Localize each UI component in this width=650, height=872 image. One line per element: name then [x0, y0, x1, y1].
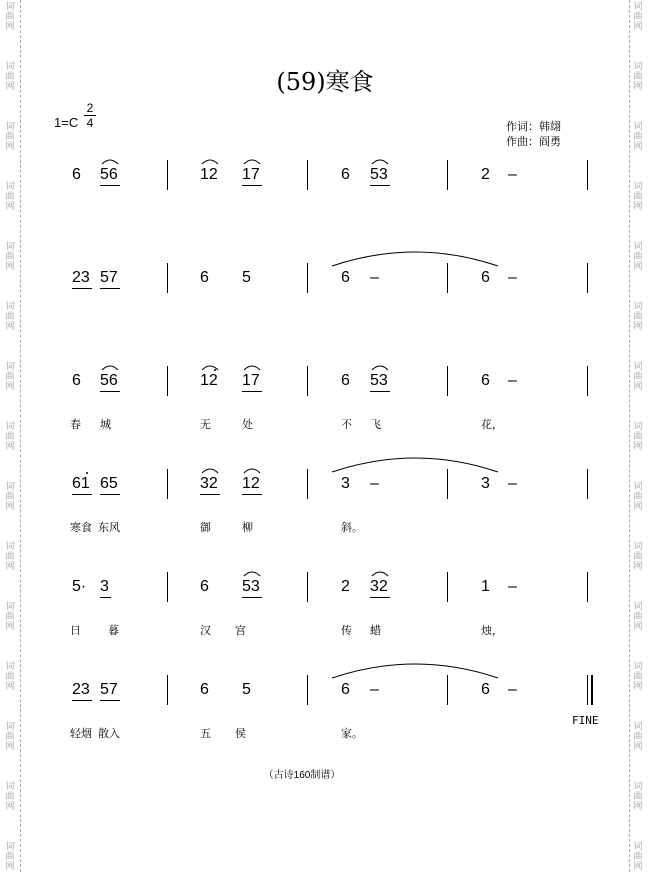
note: 5·	[72, 578, 87, 595]
slur	[244, 366, 260, 370]
lyric: 御	[200, 522, 211, 534]
slur	[202, 160, 218, 164]
watermark-text: 词 曲 网	[633, 422, 643, 452]
note: 2	[481, 166, 490, 183]
lyric: 传	[341, 625, 352, 637]
note: 32	[370, 578, 388, 595]
lyric: 城	[100, 419, 111, 431]
watermark-text: 词 曲 网	[5, 302, 15, 332]
note: 6	[200, 269, 209, 286]
note: –	[370, 475, 379, 492]
slur	[102, 160, 118, 164]
lyric: 烛，	[481, 625, 503, 637]
note: 6	[72, 372, 81, 389]
watermark-text: 词 曲 网	[5, 62, 15, 92]
lyric: 日	[70, 625, 81, 637]
note: 6	[481, 269, 490, 286]
watermark-text: 词 曲 网	[5, 182, 15, 212]
lyric: 轻烟	[70, 728, 92, 740]
note: 17	[242, 166, 260, 183]
composer: 作曲：阎勇	[506, 136, 561, 148]
lyric: 汉	[200, 625, 211, 637]
time-signature-top: 2	[86, 101, 94, 115]
fine-marker: FINE	[572, 714, 599, 727]
note: 1	[481, 578, 490, 595]
footer-note: （古诗160制谱）	[263, 770, 341, 781]
note: 3	[481, 475, 490, 492]
lyric: 处	[242, 419, 253, 431]
lyric: 蜡	[370, 625, 381, 637]
note: 57	[100, 681, 118, 698]
slur	[102, 366, 118, 370]
note: –	[508, 372, 517, 389]
note: 6	[481, 681, 490, 698]
note: 32	[200, 475, 218, 492]
slur	[244, 572, 260, 576]
note: 23	[72, 269, 90, 286]
note: –	[508, 475, 517, 492]
watermark-text: 词 曲 网	[5, 602, 15, 632]
watermark-text: 词 曲 网	[5, 122, 15, 152]
tie	[332, 252, 498, 266]
note: 56	[100, 372, 118, 389]
lyric: 寒食	[70, 522, 92, 534]
note: 6	[341, 166, 350, 183]
note: 3	[100, 578, 109, 595]
lyric: 侯	[235, 728, 246, 740]
lyric: 斜。	[341, 522, 363, 534]
watermark-text: 词 曲 网	[633, 62, 643, 92]
watermark-text: 词 曲 网	[633, 2, 643, 32]
key-signature: 1=C	[54, 115, 79, 130]
note: 6	[200, 681, 209, 698]
note: 6	[72, 166, 81, 183]
slur	[372, 160, 388, 164]
watermark-text: 词 曲 网	[633, 182, 643, 212]
slur	[202, 366, 218, 370]
slur	[244, 469, 260, 473]
slur	[244, 160, 260, 164]
note: 61	[72, 475, 90, 492]
lyric: 东风	[98, 522, 120, 534]
note: –	[508, 166, 517, 183]
watermark-text: 词 曲 网	[5, 362, 15, 392]
tie	[332, 664, 498, 678]
lyric: 柳	[242, 522, 253, 534]
note: –	[370, 269, 379, 286]
note: 65	[100, 475, 118, 492]
watermark-text: 词 曲 网	[5, 542, 15, 572]
watermark-text: 词 曲 网	[633, 122, 643, 152]
slur	[372, 572, 388, 576]
note: 12	[242, 475, 260, 492]
watermark-text: 词 曲 网	[5, 662, 15, 692]
lyric: 无	[200, 419, 211, 431]
note: 5	[242, 269, 251, 286]
slur	[202, 469, 218, 473]
note: 6	[341, 681, 350, 698]
watermark-text: 词 曲 网	[633, 782, 643, 812]
slur	[372, 366, 388, 370]
watermark-text: 词 曲 网	[633, 542, 643, 572]
watermark-text: 词 曲 网	[5, 722, 15, 752]
lyric: 飞	[370, 419, 381, 431]
note: 6	[341, 372, 350, 389]
watermark-text: 词 曲 网	[633, 842, 643, 872]
note: 23	[72, 681, 90, 698]
watermark-text: 词 曲 网	[633, 242, 643, 272]
song-title: (59)寒食	[276, 68, 374, 96]
note: –	[508, 681, 517, 698]
watermark-text: 词 曲 网	[5, 782, 15, 812]
note: 17	[242, 372, 260, 389]
watermark-text: 词 曲 网	[5, 2, 15, 32]
watermark-text: 词 曲 网	[633, 722, 643, 752]
note: 53	[370, 166, 388, 183]
note: 5	[242, 681, 251, 698]
note: 3	[341, 475, 350, 492]
watermark-text: 词 曲 网	[5, 422, 15, 452]
watermark-text: 词 曲 网	[5, 842, 15, 872]
lyric: 春	[70, 419, 81, 431]
note: –	[508, 578, 517, 595]
watermark-text: 词 曲 网	[633, 602, 643, 632]
watermark-text: 词 曲 网	[5, 242, 15, 272]
lyric: 花，	[481, 419, 503, 431]
note: 6	[341, 269, 350, 286]
note: –	[370, 681, 379, 698]
note: 2	[341, 578, 350, 595]
note: 6	[200, 578, 209, 595]
note: 56	[100, 166, 118, 183]
lyric: 家。	[341, 728, 363, 740]
note: 57	[100, 269, 118, 286]
note: 53	[370, 372, 388, 389]
tie	[332, 458, 498, 472]
watermark-text: 词 曲 网	[633, 662, 643, 692]
watermark-text: 词 曲 网	[5, 482, 15, 512]
lyricist: 作词：韩翃	[506, 121, 561, 133]
lyric: 不	[341, 419, 352, 431]
lyric: 散入	[98, 728, 120, 740]
watermark-text: 词 曲 网	[633, 482, 643, 512]
note: 12	[200, 372, 218, 389]
lyric: 五	[200, 728, 211, 740]
time-signature-bottom: 4	[84, 115, 96, 130]
lyric: 宫	[235, 625, 246, 637]
lyric: 暮	[108, 625, 119, 637]
watermark-text: 词 曲 网	[633, 302, 643, 332]
note: 53	[242, 578, 260, 595]
note: –	[508, 269, 517, 286]
note: 6	[481, 372, 490, 389]
note: 12	[200, 166, 218, 183]
watermark-text: 词 曲 网	[633, 362, 643, 392]
